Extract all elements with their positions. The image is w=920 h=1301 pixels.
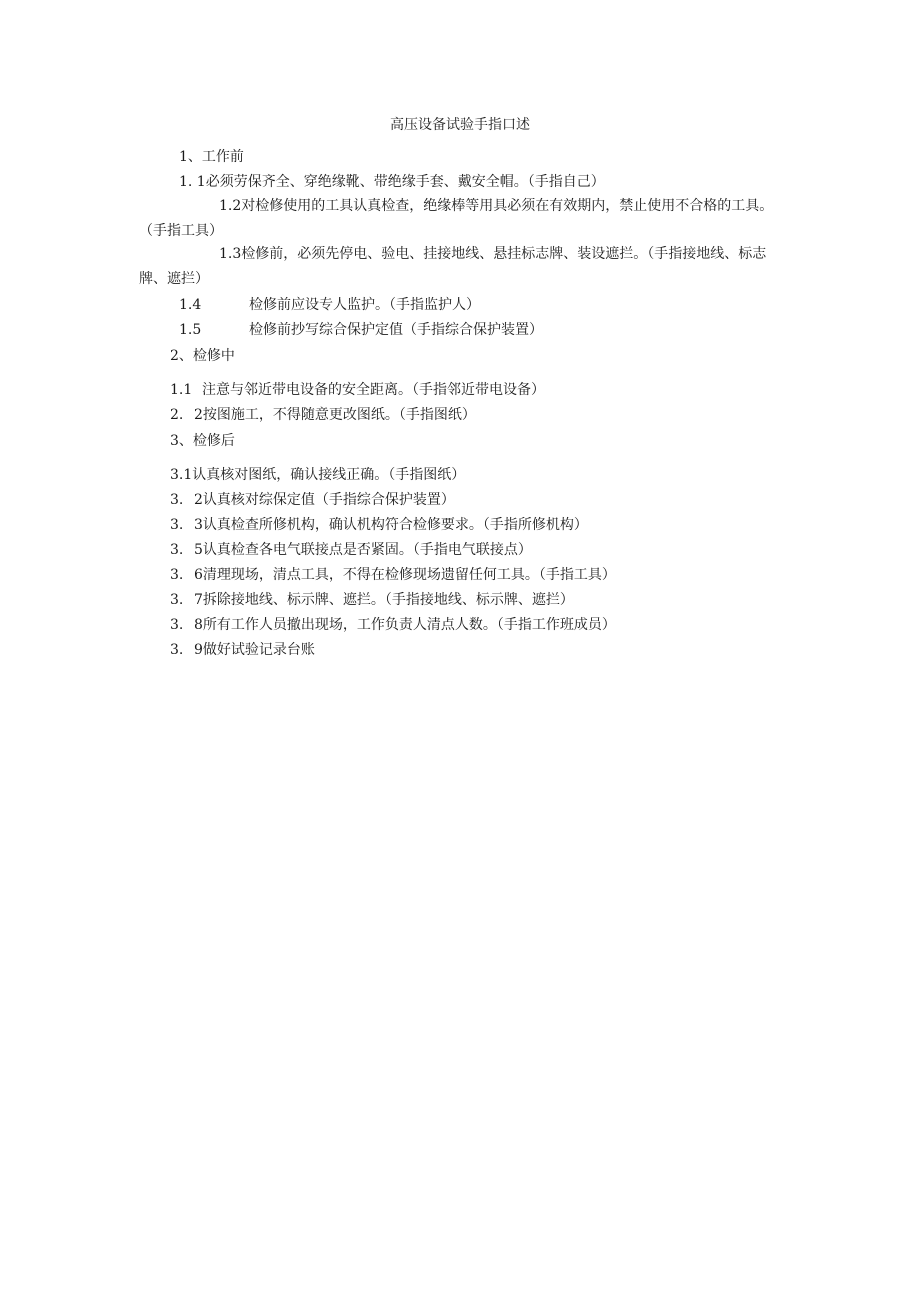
item-number: 1.2 <box>219 198 242 214</box>
item-number: 3. <box>170 617 184 633</box>
item-text: 6清理现场，清点工具，不得在检修现场遗留任何工具。（手指工具） <box>194 567 616 583</box>
list-item <box>170 540 532 560</box>
item-number: 1.3 <box>219 246 242 262</box>
list-item <box>170 490 455 510</box>
item-number: 3. <box>170 592 184 608</box>
item-text: 5认真检查各电气联接点是否紧固。（手指电气联接点） <box>194 542 532 558</box>
list-item <box>170 380 545 400</box>
item-text: 7拆除接地线、标示牌、遮拦。（手指接地线、标示牌、遮拦） <box>194 592 574 608</box>
item-number: 3. <box>170 567 184 583</box>
list-item <box>139 242 789 292</box>
list-item <box>170 590 574 610</box>
section-heading-after-repair: 3、检修后 <box>170 433 235 449</box>
item-number: 3. <box>170 642 184 658</box>
item-text: 检修前，必须先停电、验电、挂接地线、悬挂标志牌、装设遮拦。（手指接地线、标志牌、遮拦） <box>139 246 767 287</box>
item-number: 3. <box>170 517 184 533</box>
section-heading-work-before: 1、工作前 <box>179 149 244 165</box>
item-number: 1.1 <box>170 382 193 398</box>
list-item <box>170 640 315 660</box>
item-number: 3. <box>170 492 184 508</box>
item-number: 1.4 <box>179 297 202 313</box>
document-title: 高压设备试验手指口述 <box>390 117 530 133</box>
list-item <box>170 515 588 535</box>
item-text: 认真核对图纸，确认接线正确。（手指图纸） <box>192 467 466 483</box>
item-number: 3. <box>170 542 184 558</box>
item-number: 2. <box>170 407 184 423</box>
list-item <box>170 615 616 635</box>
item-number: 1. 1 <box>179 174 206 190</box>
list-item <box>179 172 605 192</box>
item-number: 3.1 <box>170 467 193 483</box>
item-number: 1.5 <box>179 322 202 338</box>
list-item <box>170 565 616 585</box>
list-item <box>170 465 465 485</box>
item-text: 9做好试验记录台账 <box>194 642 315 658</box>
list-item <box>170 405 476 425</box>
item-text: 检修前抄写综合保护定值（手指综合保护装置） <box>249 322 543 338</box>
item-text: 2按图施工，不得随意更改图纸。（手指图纸） <box>194 407 476 423</box>
item-text: 2认真核对综保定值（手指综合保护装置） <box>194 492 455 508</box>
item-text: 8所有工作人员撤出现场，工作负责人清点人数。（手指工作班成员） <box>194 617 616 633</box>
section-heading-during-repair: 2、检修中 <box>170 348 235 364</box>
list-item <box>179 295 480 315</box>
item-text: 对检修使用的工具认真检查，绝缘棒等用具必须在有效期内，禁止使用不合格的工具。（手指工具） <box>139 198 774 239</box>
item-text: 必须劳保齐全、穿绝缘靴、带绝缘手套、戴安全帽。（手指自己） <box>205 174 605 190</box>
list-item <box>179 320 543 340</box>
item-text: 3认真检查所修机构，确认机构符合检修要求。（手指所修机构） <box>194 517 588 533</box>
item-text: 注意与邻近带电设备的安全距离。（手指邻近带电设备） <box>202 382 545 398</box>
item-text: 检修前应设专人监护。（手指监护人） <box>249 297 480 313</box>
list-item <box>139 194 789 244</box>
